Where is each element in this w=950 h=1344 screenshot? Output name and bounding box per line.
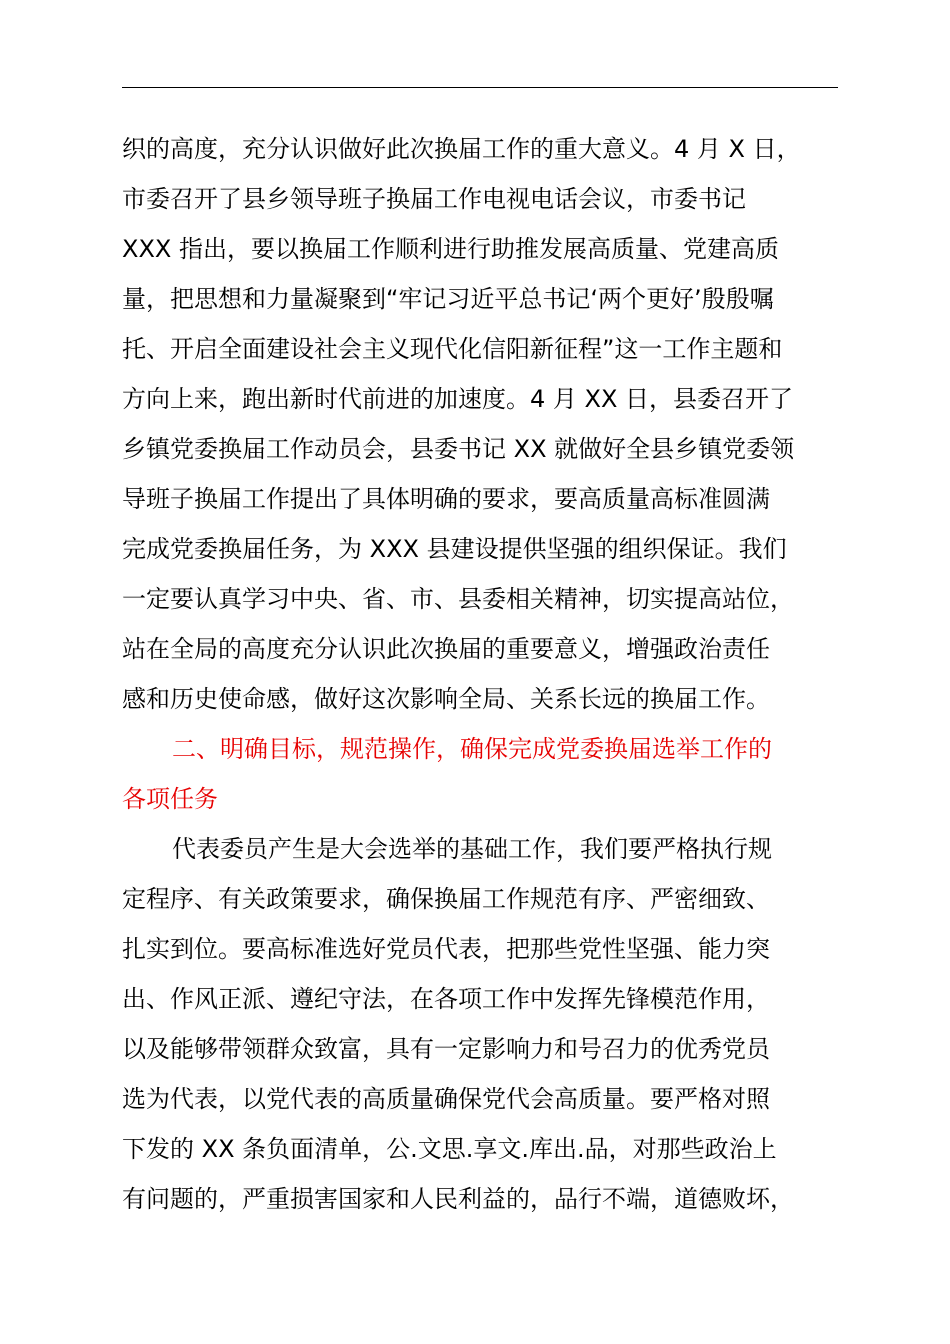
text-line: 扎实到位。要高标准选好党员代表，把那些党性坚强、能力突	[122, 935, 770, 963]
text-line: 感和历史使命感，做好这次影响全局、关系长远的换届工作。	[122, 685, 770, 713]
section-heading-line: 二、明确目标，规范操作，确保完成党委换届选举工作的	[172, 735, 772, 763]
text-line: 市委召开了县乡领导班子换届工作电视电话会议，市委书记	[122, 185, 746, 213]
text-line: 量，把思想和力量凝聚到“牢记习近平总书记‘两个更好’殷殷嘱	[122, 285, 774, 313]
text-line: 织的高度，充分认识做好此次换届工作的重大意义。4 月 X 日，	[122, 135, 801, 163]
text-line: 一定要认真学习中央、省、市、县委相关精神，切实提高站位，	[122, 585, 794, 613]
text-line: 出、作风正派、遵纪守法，在各项工作中发挥先锋模范作用，	[122, 985, 770, 1013]
text-line: 站在全局的高度充分认识此次换届的重要意义，增强政治责任	[122, 635, 770, 663]
text-line: 托、开启全面建设社会主义现代化信阳新征程”这一工作主题和	[122, 335, 783, 363]
text-line: 乡镇党委换届工作动员会，县委书记 XX 就做好全县乡镇党委领	[122, 435, 795, 463]
text-line: 导班子换届工作提出了具体明确的要求，要高质量高标准圆满	[122, 485, 770, 513]
text-line: 方向上来，跑出新时代前进的加速度。4 月 XX 日，县委召开了	[122, 385, 794, 413]
text-line: 选为代表，以党代表的高质量确保党代会高质量。要严格对照	[122, 1085, 770, 1113]
text-line: XXX 指出，要以换届工作顺利进行助推发展高质量、党建高质	[122, 235, 779, 263]
text-line: 下发的 XX 条负面清单，公.文思.享文.库出.品，对那些政治上	[122, 1135, 777, 1163]
text-line: 定程序、有关政策要求，确保换届工作规范有序、严密细致、	[122, 885, 770, 913]
text-line: 有问题的，严重损害国家和人民利益的，品行不端，道德败坏，	[122, 1185, 794, 1213]
document-body	[122, 124, 862, 1224]
text-line: 以及能够带领群众致富，具有一定影响力和号召力的优秀党员	[122, 1035, 770, 1063]
paragraph-first-line: 代表委员产生是大会选举的基础工作，我们要严格执行规	[172, 835, 772, 863]
text-line: 完成党委换届任务，为 XXX 县建设提供坚强的组织保证。我们	[122, 535, 787, 563]
section-heading-line: 各项任务	[122, 785, 218, 813]
header-rule	[122, 87, 838, 88]
